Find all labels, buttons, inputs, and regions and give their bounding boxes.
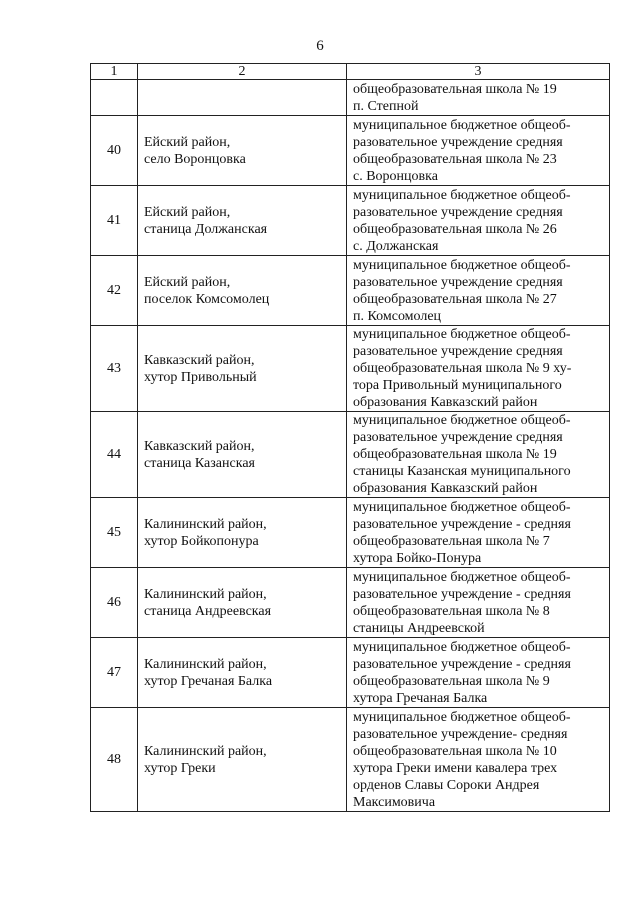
- institution-line: хутора Гречаная Балка: [353, 690, 488, 706]
- location-line: хутор Привольный: [144, 369, 257, 385]
- institution-line: муниципальное бюджетное общеоб-: [353, 187, 571, 203]
- location-cell: [138, 116, 347, 186]
- institution-line: орденов Славы Сороки Андрея: [353, 777, 540, 793]
- row-number: 44: [91, 412, 138, 498]
- institution-line: хутора Бойко-Понура: [353, 550, 482, 566]
- table-row: [91, 568, 610, 638]
- institution-line: разовательное учреждение средняя: [353, 430, 563, 445]
- location-line: поселок Комсомолец: [144, 291, 270, 307]
- row-number: 46: [91, 568, 138, 638]
- location-line: Ейский район,: [144, 204, 231, 220]
- row-number: [91, 80, 138, 116]
- column-header-3: 3: [347, 64, 610, 80]
- institution-line: образования Кавказский район: [353, 395, 538, 410]
- table-row: [91, 80, 610, 116]
- table-body: [91, 80, 610, 812]
- institution-line: общеобразовательная школа № 26: [353, 221, 557, 237]
- location-line: село Воронцовка: [144, 151, 246, 167]
- institution-line: станицы Казанская муниципального: [353, 464, 571, 479]
- institution-line: разовательное учреждение средняя: [353, 134, 563, 150]
- institution-cell: [347, 568, 610, 638]
- page-number: 6: [316, 38, 324, 54]
- institution-line: муниципальное бюджетное общеоб-: [353, 413, 571, 428]
- location-cell: [138, 708, 347, 812]
- institution-line: общеобразовательная школа № 19: [353, 81, 557, 97]
- row-number: 43: [91, 326, 138, 412]
- institution-line: хутора Греки имени кавалера трех: [353, 760, 558, 776]
- table-row: [91, 256, 610, 326]
- institution-line: с. Воронцовка: [353, 168, 438, 184]
- institution-line: разовательное учреждение - средняя: [353, 656, 571, 672]
- institution-cell: [347, 326, 610, 412]
- institution-line: п. Комсомолец: [353, 308, 442, 324]
- institution-line: общеобразовательная школа № 7: [353, 533, 550, 549]
- institution-cell: [347, 186, 610, 256]
- institution-line: общеобразовательная школа № 9: [353, 673, 550, 689]
- institution-line: п. Степной: [353, 98, 419, 114]
- table-row: [91, 186, 610, 256]
- institution-line: муниципальное бюджетное общеоб-: [353, 257, 571, 273]
- institution-cell: [347, 412, 610, 498]
- institution-line: разовательное учреждение средняя: [353, 274, 563, 290]
- institution-line: Максимовича: [353, 794, 436, 810]
- institution-cell: [347, 708, 610, 812]
- institution-cell: [347, 498, 610, 568]
- institution-line: станицы Андреевской: [353, 620, 485, 636]
- institution-line: общеобразовательная школа № 10: [353, 743, 557, 759]
- location-cell: [138, 326, 347, 412]
- location-cell: [138, 568, 347, 638]
- institution-cell: [347, 116, 610, 186]
- location-line: станица Андреевская: [144, 603, 272, 619]
- institution-line: общеобразовательная школа № 23: [353, 151, 557, 167]
- location-cell: [138, 638, 347, 708]
- location-line: станица Казанская: [144, 455, 255, 471]
- table-row: [91, 708, 610, 812]
- institution-line: разовательное учреждение средняя: [353, 344, 563, 359]
- location-line: Ейский район,: [144, 274, 231, 290]
- location-line: Калининский район,: [144, 656, 267, 672]
- document-table: [90, 63, 610, 812]
- institution-cell: [347, 80, 610, 116]
- institution-line: общеобразовательная школа № 27: [353, 291, 557, 307]
- location-line: хутор Гречаная Балка: [144, 673, 273, 689]
- table-row: [91, 116, 610, 186]
- institution-line: разовательное учреждение средняя: [353, 204, 563, 220]
- institution-line: образования Кавказский район: [353, 481, 538, 496]
- row-number: 47: [91, 638, 138, 708]
- row-number: 48: [91, 708, 138, 812]
- location-line: Кавказский район,: [144, 352, 255, 368]
- institution-line: разовательное учреждение - средняя: [353, 586, 571, 602]
- location-line: хутор Греки: [144, 760, 216, 776]
- table-row: [91, 638, 610, 708]
- location-cell: [138, 186, 347, 256]
- row-number: 41: [91, 186, 138, 256]
- institution-cell: [347, 638, 610, 708]
- table-row: [91, 326, 610, 412]
- location-line: Калининский район,: [144, 743, 267, 759]
- institution-cell: [347, 256, 610, 326]
- institution-line: общеобразовательная школа № 8: [353, 603, 550, 619]
- table-header-row: [91, 64, 610, 80]
- column-header-2: 2: [138, 64, 347, 80]
- location-line: Калининский район,: [144, 586, 267, 602]
- institution-line: муниципальное бюджетное общеоб-: [353, 639, 571, 655]
- row-number: 42: [91, 256, 138, 326]
- location-line: станица Должанская: [144, 221, 268, 237]
- institution-line: общеобразовательная школа № 9 ху-: [353, 361, 572, 376]
- institution-line: с. Должанская: [353, 238, 439, 254]
- column-header-1: 1: [91, 64, 138, 80]
- location-line: Ейский район,: [144, 134, 231, 150]
- institution-line: муниципальное бюджетное общеоб-: [353, 709, 571, 725]
- institution-line: тора Привольный муниципального: [353, 378, 562, 393]
- location-line: Кавказский район,: [144, 438, 255, 454]
- location-line: Калининский район,: [144, 516, 267, 532]
- institution-line: разовательное учреждение- средняя: [353, 726, 568, 742]
- institution-line: муниципальное бюджетное общеоб-: [353, 327, 571, 342]
- location-cell: [138, 412, 347, 498]
- table-row: [91, 498, 610, 568]
- institution-line: разовательное учреждение - средняя: [353, 516, 571, 532]
- institution-line: муниципальное бюджетное общеоб-: [353, 499, 571, 515]
- institution-line: общеобразовательная школа № 19: [353, 447, 557, 462]
- location-cell: [138, 80, 347, 116]
- table-row: [91, 412, 610, 498]
- location-cell: [138, 256, 347, 326]
- row-number: 40: [91, 116, 138, 186]
- institution-line: муниципальное бюджетное общеоб-: [353, 569, 571, 585]
- location-line: хутор Бойкопонура: [144, 533, 259, 549]
- location-cell: [138, 498, 347, 568]
- institution-line: муниципальное бюджетное общеоб-: [353, 117, 571, 133]
- row-number: 45: [91, 498, 138, 568]
